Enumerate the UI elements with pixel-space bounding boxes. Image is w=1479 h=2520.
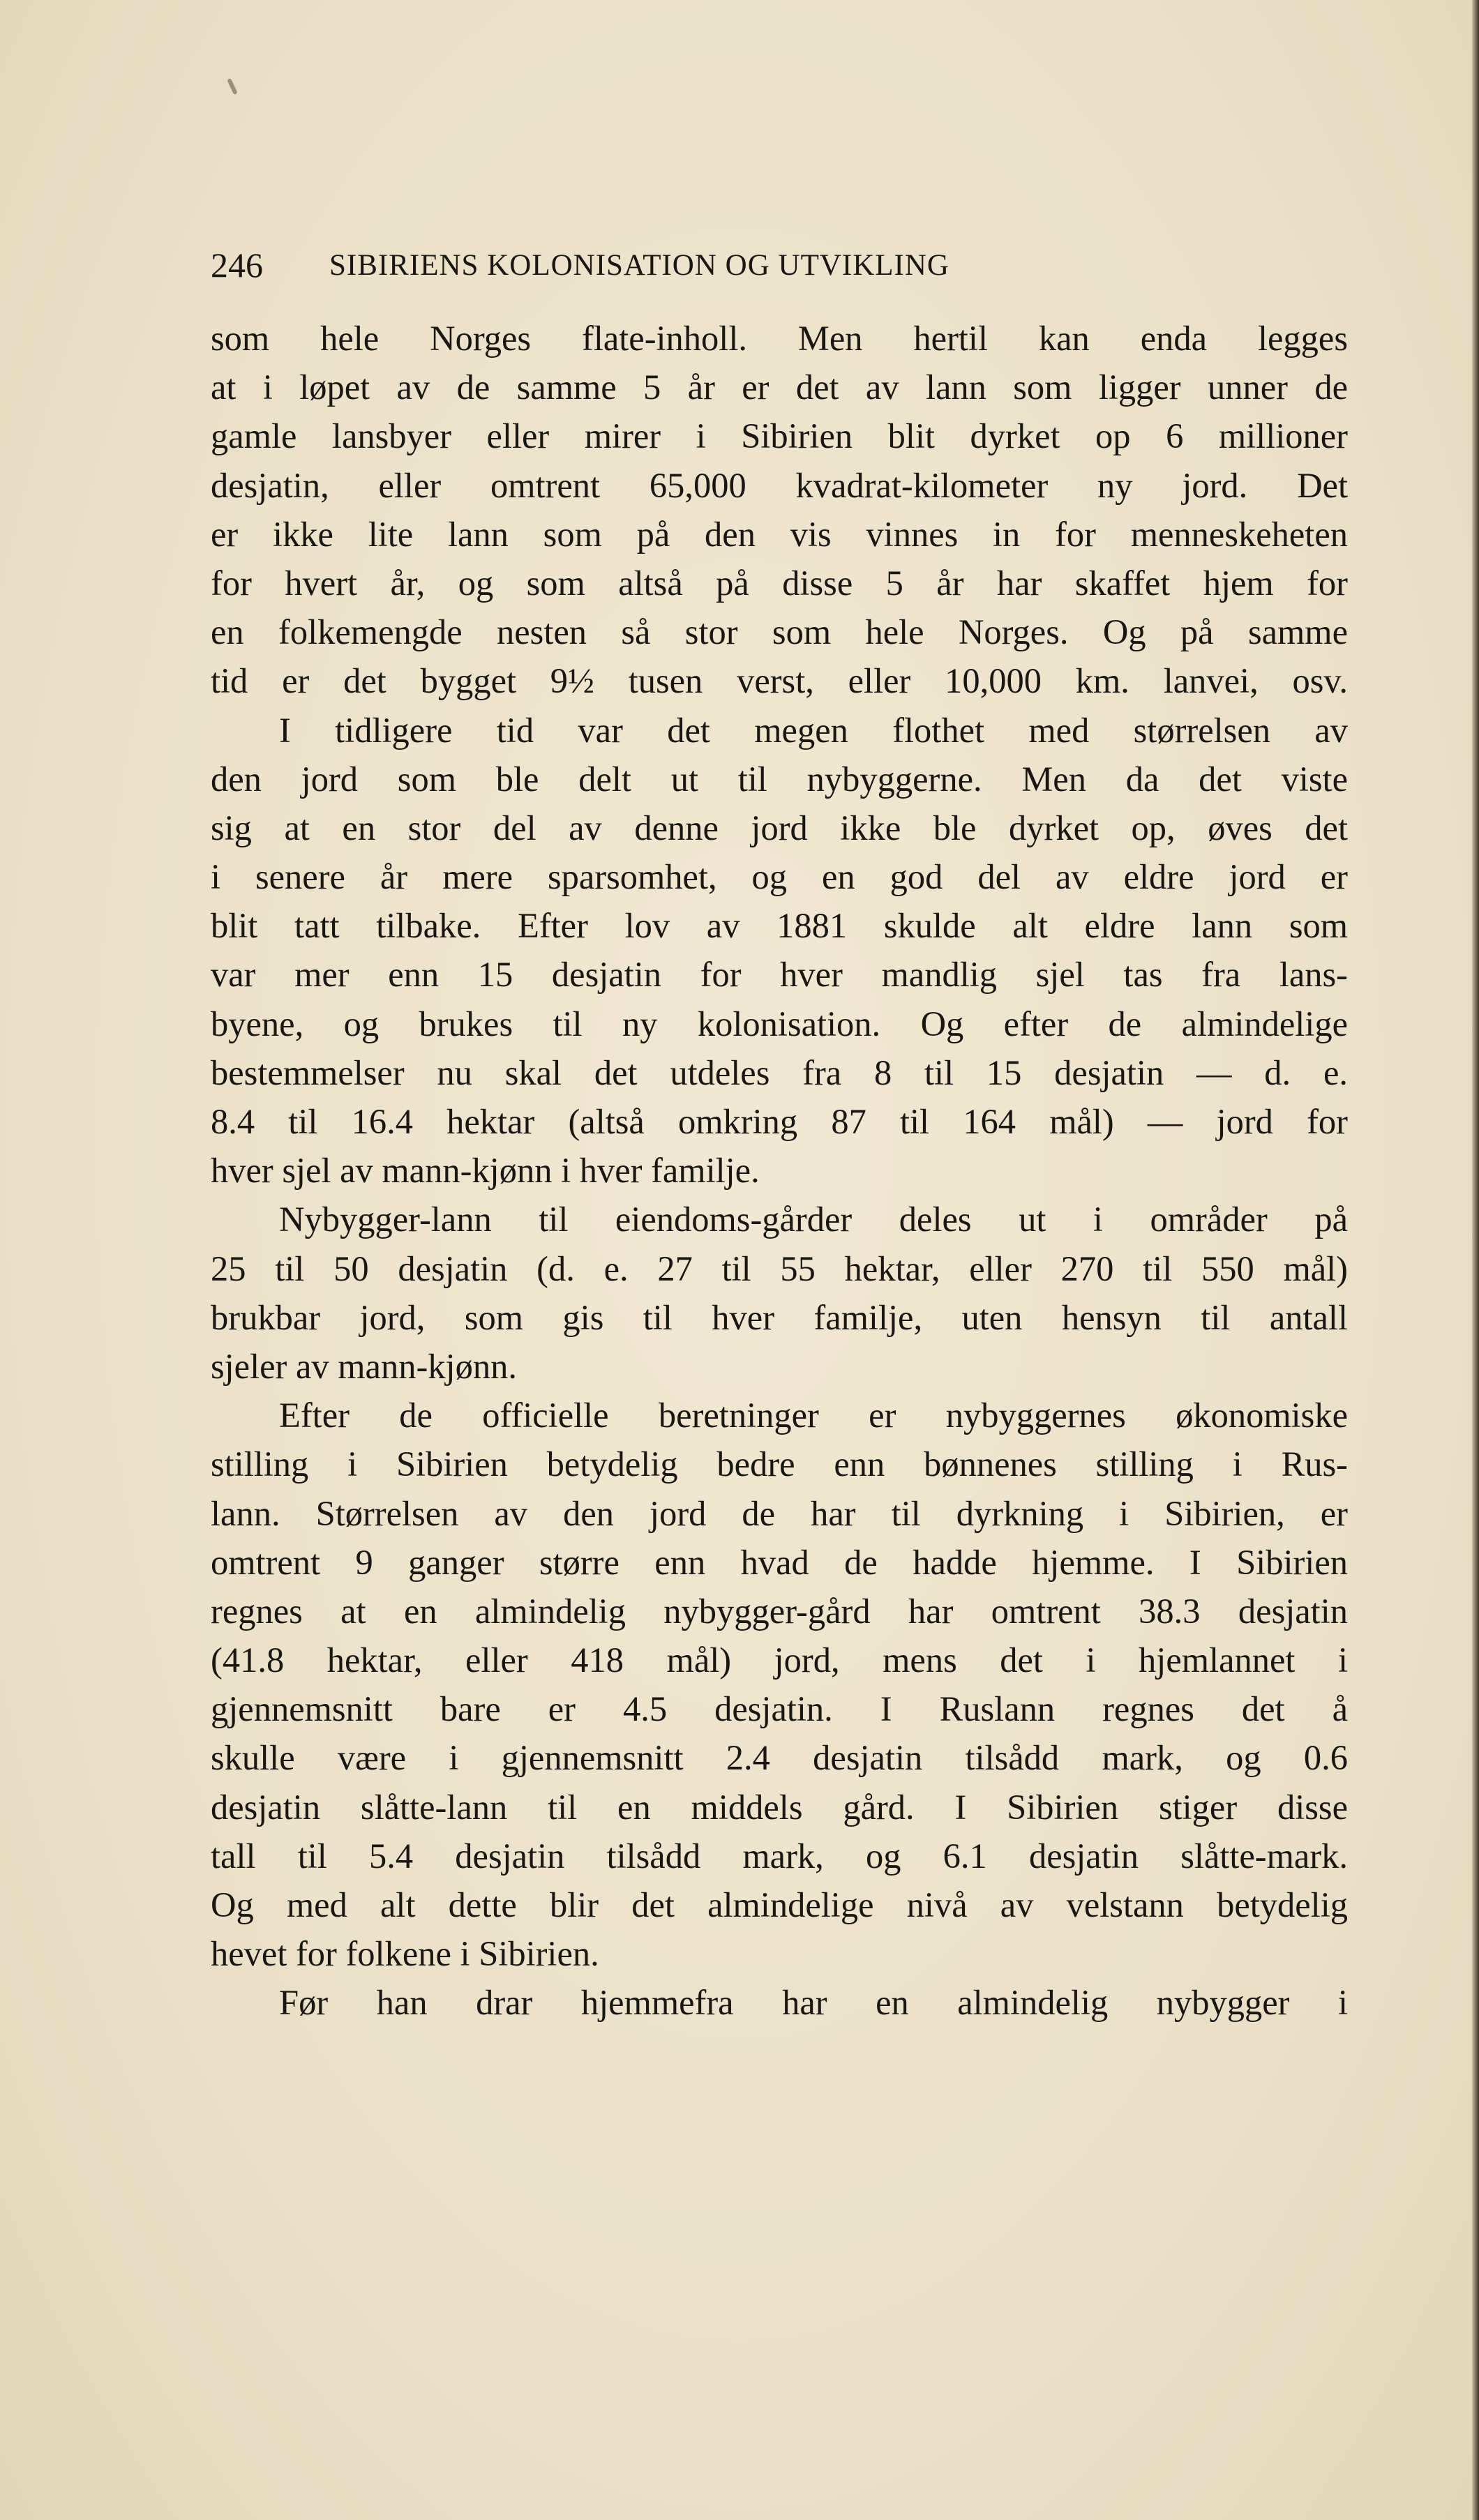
- text-line: byene, og brukes til ny kolonisation. Og efter de almindelige: [211, 1004, 1348, 1043]
- text-line: desjatin, eller omtrent 65,000 kvadrat-kilometer ny jord. Det: [211, 465, 1348, 505]
- paragraph-first-line: I tidligere tid var det megen flothet med størrelsen av: [279, 710, 1348, 750]
- text-line: 8.4 til 16.4 hektar (altså omkring 87 til 164 mål) — jord for: [211, 1102, 1348, 1141]
- text-line: i senere år mere sparsomhet, og en god del av eldre jord er: [211, 857, 1348, 897]
- text-line: at i løpet av de samme 5 år er det av lann som ligger unner de: [211, 368, 1348, 407]
- page-number: 246: [211, 246, 263, 285]
- text-line: omtrent 9 ganger større enn hvad de hadde hjemme. I Sibirien: [211, 1542, 1348, 1582]
- text-line: sig at en stor del av denne jord ikke ble dyrket op, øves det: [211, 808, 1348, 847]
- text-line: er ikke lite lann som på den vis vinnes in for menneskeheten: [211, 514, 1348, 554]
- text-line: den jord som ble delt ut til nybyggerne. Men da det viste: [211, 759, 1348, 799]
- paragraph-last-line: hevet for folkene i Sibirien.: [211, 1934, 599, 1974]
- text-line: gamle lansbyer eller mirer i Sibirien blit dyrket op 6 millioner: [211, 416, 1348, 456]
- text-line: brukbar jord, som gis til hver familje, uten hensyn til antall: [211, 1297, 1348, 1337]
- running-title: SIBIRIENS KOLONISATION OG UTVIKLING: [329, 248, 949, 282]
- text-line: Og med alt dette blir det almindelige nivå av velstann betydelig: [211, 1885, 1348, 1924]
- text-line: gjennemsnitt bare er 4.5 desjatin. I Ruslann regnes det å: [211, 1689, 1348, 1729]
- paper-speck: [227, 78, 238, 95]
- paragraph-first-line: Nybygger-lann til eiendoms-gårder deles ut i områder på: [279, 1200, 1348, 1239]
- text-line: som hele Norges flate-inholl. Men hertil kan enda legges: [211, 319, 1348, 358]
- paragraph-first-line: Før han drar hjemmefra har en almindelig nybygger i: [279, 1983, 1348, 2023]
- running-head: [211, 237, 1201, 293]
- paragraph-last-line: hver sjel av mann-kjønn i hver familje.: [211, 1151, 760, 1191]
- text-line: (41.8 hektar, eller 418 mål) jord, mens det i hjemlannet i: [211, 1640, 1348, 1680]
- text-line: for hvert år, og som altså på disse 5 år har skaffet hjem for: [211, 563, 1348, 603]
- text-line: var mer enn 15 desjatin for hver mandlig sjel tas fra lans-: [211, 955, 1348, 995]
- text-line: blit tatt tilbake. Efter lov av 1881 skulde alt eldre lann som: [211, 906, 1348, 946]
- body-text: [211, 314, 1348, 2028]
- text-line: 25 til 50 desjatin (d. e. 27 til 55 hektar, eller 270 til 550 mål): [211, 1248, 1348, 1288]
- text-line: desjatin slåtte-lann til en middels gård. I Sibirien stiger disse: [211, 1787, 1348, 1827]
- text-line: skulle være i gjennemsnitt 2.4 desjatin tilsådd mark, og 0.6: [211, 1738, 1348, 1778]
- text-line: tall til 5.4 desjatin tilsådd mark, og 6.1 desjatin slåtte-mark.: [211, 1836, 1348, 1876]
- page-edge-shadow: [1472, 0, 1479, 2520]
- text-line: en folkemengde nesten så stor som hele Norges. Og på samme: [211, 612, 1348, 652]
- paragraph-last-line: sjeler av mann-kjønn.: [211, 1346, 517, 1386]
- text-line: lann. Størrelsen av den jord de har til dyrkning i Sibirien, er: [211, 1493, 1348, 1533]
- text-line: bestemmelser nu skal det utdeles fra 8 til 15 desjatin — d. e.: [211, 1052, 1348, 1092]
- text-line: regnes at en almindelig nybygger-gård har omtrent 38.3 desjatin: [211, 1591, 1348, 1631]
- text-line: tid er det bygget 9½ tusen verst, eller 10,000 km. lanvei, osv.: [211, 661, 1348, 701]
- paragraph-first-line: Efter de officielle beretninger er nybyggernes økonomiske: [279, 1396, 1348, 1435]
- text-line: stilling i Sibirien betydelig bedre enn bønnenes stilling i Rus-: [211, 1444, 1348, 1484]
